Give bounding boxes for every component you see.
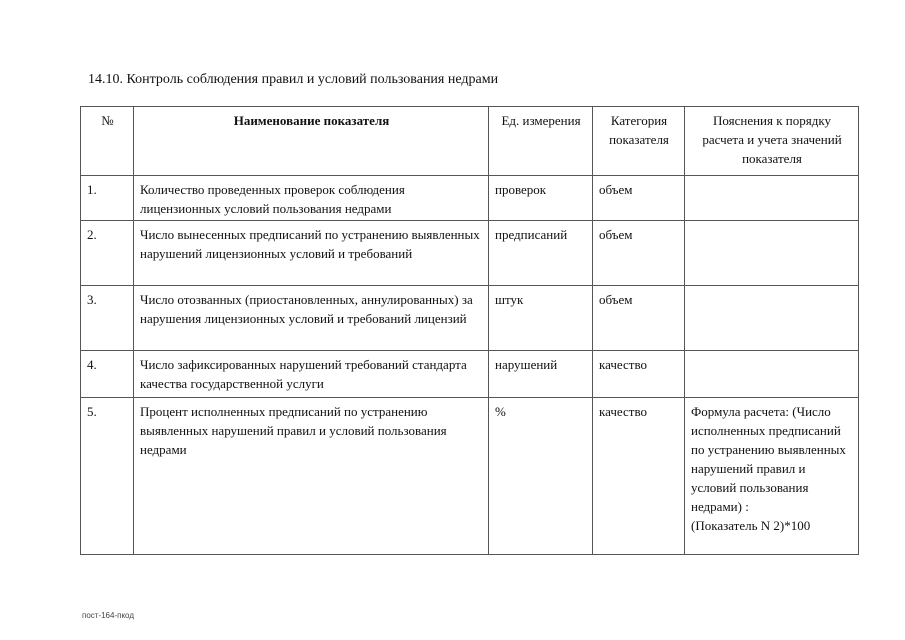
row-category: качество	[593, 351, 685, 398]
row-unit: штук	[489, 286, 593, 351]
row-num: 1.	[81, 176, 134, 221]
header-num: №	[81, 107, 134, 176]
section-title: 14.10. Контроль соблюдения правил и условий пользования недрами	[88, 72, 499, 87]
row-explanation-formula: (Показатель N 2)*100	[691, 518, 811, 533]
table-row	[81, 176, 859, 221]
header-name: Наименование показателя	[134, 107, 489, 176]
row-explanation	[685, 286, 859, 351]
row-explanation-cell	[685, 398, 859, 555]
header-category: Категория показателя	[593, 107, 685, 176]
row-name: Процент исполненных предписаний по устранению выявленных нарушений правил и условий пользования недрами	[134, 398, 489, 555]
row-category: объем	[593, 176, 685, 221]
row-category: объем	[593, 286, 685, 351]
header-unit: Ед. измерения	[489, 107, 593, 176]
row-unit: предписаний	[489, 221, 593, 286]
row-num: 2.	[81, 221, 134, 286]
row-unit: проверок	[489, 176, 593, 221]
row-explanation: Формула расчета: (Число исполненных предписаний по устранению выявленных нарушений правил и условий пользования недрами) :	[691, 404, 846, 514]
row-explanation	[685, 351, 859, 398]
row-unit: нарушений	[489, 351, 593, 398]
row-unit: %	[489, 398, 593, 555]
table-header-row	[81, 107, 859, 176]
header-explanation: Пояснения к порядку расчета и учета значений показателя	[685, 107, 859, 176]
table-row	[81, 398, 859, 555]
row-category: качество	[593, 398, 685, 555]
footer-note: пост-164-пкод	[82, 611, 134, 620]
table-row	[81, 286, 859, 351]
row-num: 4.	[81, 351, 134, 398]
row-name: Количество проведенных проверок соблюдения лицензионных условий пользования недрами	[134, 176, 489, 221]
indicators-table	[80, 106, 859, 555]
row-name: Число вынесенных предписаний по устранению выявленных нарушений лицензионных условий и требований	[134, 221, 489, 286]
row-name: Число зафиксированных нарушений требований стандарта качества государственной услуги	[134, 351, 489, 398]
row-num: 3.	[81, 286, 134, 351]
row-num: 5.	[81, 398, 134, 555]
row-explanation	[685, 221, 859, 286]
table-row	[81, 351, 859, 398]
row-name: Число отозванных (приостановленных, аннулированных) за нарушения лицензионных условий и требований лицензий	[134, 286, 489, 351]
table-row	[81, 221, 859, 286]
row-explanation	[685, 176, 859, 221]
row-category: объем	[593, 221, 685, 286]
